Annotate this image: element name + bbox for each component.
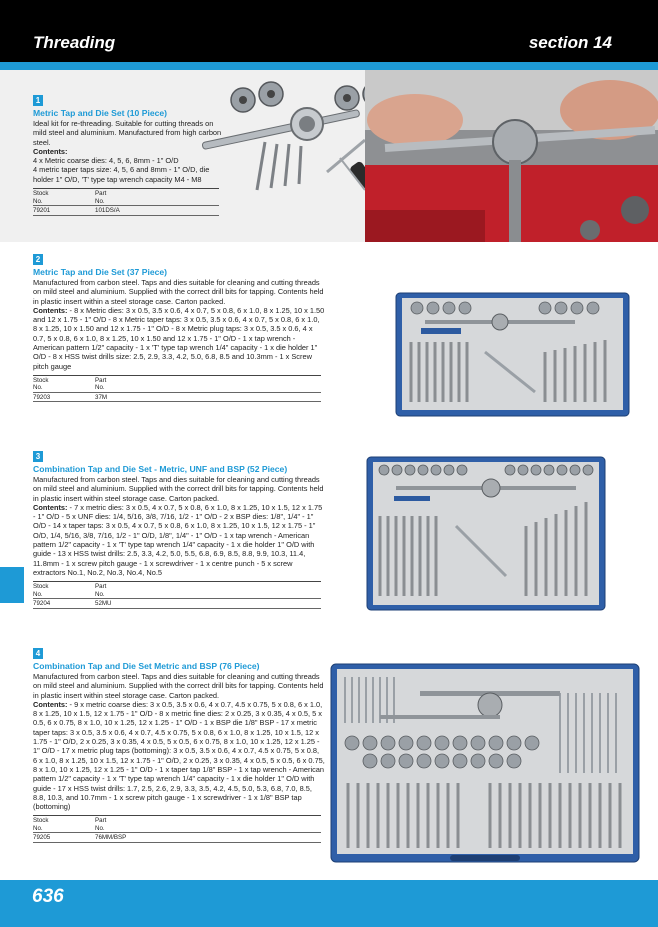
product-1-usage-photo (365, 70, 658, 242)
product-3-image (366, 456, 606, 611)
product-2-title: Metric Tap and Die Set (37 Piece) (33, 267, 168, 277)
product-2 (33, 254, 325, 402)
product-4-contents-label: Contents: (33, 699, 68, 709)
product-2-stock-table (33, 375, 321, 403)
header-accent-stripe (0, 62, 658, 70)
stock-no-header: Stock No. (33, 816, 95, 833)
page-footer (0, 880, 658, 927)
product-2-part-no: 37M (95, 392, 321, 402)
product-1-title: Metric Tap and Die Set (10 Piece) (33, 108, 168, 118)
product-1-contents-line-1: 4 x Metric coarse dies: 4, 5, 6, 8mm - 1" O/D (33, 156, 179, 166)
product-4-stock-no: 79205 (33, 833, 95, 843)
product-4 (33, 648, 325, 843)
product-4-contents: - 9 x metric coarse dies: 3 x 0.5, 3.5 x 0.6, 4 x 0.7, 4.5 x 0.75, 5 x 0.8, 6 x 1.0, 8 x 1.25, 10 x 1.5, 12 x 1.75 - 1" O/D - 8 x metric fine dies: 2 x 0.25, 3 x 0.35, 4 x 0.5, 5 x 0.5, 6 x 0.75, 8 x 1.0, 10 x 1.25, 12 x 1.25 - 1" O/D - 1 x BSP die 1/8" BSP - 17 x metric taper taps: 3 x 0.5, 3.5 x 0.6, 4 x 0.7, 4.5 x 0.75, 5 x 0.8, 6 x 1.0, 8 x 1.25, 10 x 1.5, 12 x 1.75 - 1" O/D, 2 x 0.25, 3 x 0.35, 4 x 0.5, 5 x 0.5, 6 x 0.75, 8 x 1.0, 10 x 1.25, 12 x 1.25 - 1" O/D - 17 x metric plug taps (bottoming): 3 x 0.5, 3.5 x 0.6, 4 x 0.7, 4.5 x 0.75, 5 x 0.8, 6 x 1.0, 8 x 1.25, 10 x 1.5, 12 x 1.75 - 1" O/D, 2 x 0.25, 3 x 0.35, 4 x 0.5, 5 x 0.5, 6 x 0.75, 8 x 1.0, 10 x 1.25, 12 x 1.25 - 1" O/D - 1 x taper tap 1/8" BSP - 1 x tap wrench - American pattern 1/2" capacity - 1 x 'T' type tap wrench 1/4" capacity - 1 x die holder 1" O/D with guide - 17 x HSS twist drills: 1.7, 2.5, 2.6, 2.9, 3.3, 3.5, 4.2, 4.5, 5.0, 5.3, 6.8, 7.0, 8.5, 8.8, 10.3, and 10.7mm - 1 x screw pitch gauge - 1 x screwdriver - 1 x 1/8" BSP tap (bottoming) (33, 699, 325, 812)
product-4-number-badge: 4 (33, 648, 43, 659)
product-1-description: Ideal kit for re-threading. Suitable for cutting threads on mild steel and aluminium. Manufactured from high carbon steel. (33, 119, 222, 147)
stock-no-header: Stock No. (33, 582, 95, 599)
product-1-stock-table (33, 188, 219, 216)
product-2-number-badge: 2 (33, 254, 43, 265)
product-1-part-no: 101DS/A (95, 206, 219, 216)
product-4-description: Manufactured from carbon steel. Taps and dies suitable for cleaning and cutting threads on mild steel and aluminium. Supplied with the correct drill bits for tapping. Contents held in plastic insert within steel storage case. Carton packed. (33, 672, 324, 700)
product-3-description: Manufactured from carbon steel. Taps and dies suitable for cleaning and cutting threads on mild steel and aluminium. Supplied with the correct drill bits for tapping. Contents held in plastic insert within steel storage case. Carton packed. (33, 475, 324, 503)
product-1-number-badge: 1 (33, 95, 43, 106)
section-side-tab (0, 567, 24, 603)
part-no-header: Part No. (95, 816, 321, 833)
part-no-header: Part No. (95, 375, 321, 392)
page-number: 636 (32, 886, 64, 907)
product-3-number-badge: 3 (33, 451, 43, 462)
product-4-image (330, 663, 640, 863)
product-4-stock-table (33, 815, 321, 843)
part-no-header: Part No. (95, 189, 219, 206)
part-no-header: Part No. (95, 582, 321, 599)
product-3-part-no: 52MU (95, 599, 321, 609)
product-2-contents-label: Contents: (33, 305, 68, 315)
page-title: Threading (33, 33, 116, 52)
stock-no-header: Stock No. (33, 189, 95, 206)
section-label: section 14 (528, 33, 612, 52)
product-2-description: Manufactured from carbon steel. Taps and dies suitable for cleaning and cutting threads on mild steel and aluminium. Supplied with the correct drill bits for tapping. Contents held in plastic insert within a steel storage case. Carton packed. (33, 278, 324, 306)
product-2-stock-no: 79203 (33, 392, 95, 402)
product-1 (33, 95, 223, 216)
product-2-image (395, 292, 630, 417)
product-1-contents-line-2: 4 metric taper taps size: 4, 5, 6 and 8mm - 1" O/D, die holder 1" O/D, 'T' type tap wrench capacity M4 - M8 (33, 165, 210, 184)
product-3-title: Combination Tap and Die Set - Metric, UNF and BSP (52 Piece) (33, 464, 288, 474)
product-1-contents-label: Contents: (33, 146, 68, 156)
product-2-contents: - 8 x Metric dies: 3 x 0.5, 3.5 x 0.6, 4 x 0.7, 5 x 0.8, 6 x 1.0, 8 x 1.25, 10 x 1.50 and 12 x 1.75 - 1" O/D - 8 x Metric taper taps: 3 x 0.5, 3.5 x 0.6, 4 x 0.7, 5 x 0.8, 6 x 1.0, 8 x 1.25, 10 x 1.50 and 12 x 1.75 - 1" O/D - 8 x Metric plug taps: 3 x 0.5, 3.5 x 0.6, 4 x 0.7, 5 x 0.8, 6 x 1.0, 8 x 1.25, 10 x 1.50 and 12 x 1.75 - 1" O/D - 1 x tap wrench - American pattern 1/2" capacity - 1 x 'T' type tap wrench 1/4" capacity - 1 x die holder 1" O/D - 8 x HSS twist drills size: 2.5, 2.9, 3.3, 4.2, 5.0, 6.8, 8.5 and 10.3mm - 1 x Screw pitch gauge (33, 305, 325, 371)
product-3 (33, 451, 325, 609)
product-3-stock-no: 79204 (33, 599, 95, 609)
product-1-stock-no: 79201 (33, 206, 95, 216)
product-3-contents: - 7 x metric dies: 3 x 0.5, 4 x 0.7, 5 x 0.8, 6 x 1.0, 8 x 1.25, 10 x 1.5, 12 x 1.75 - 1" O/D - 5 x UNF dies: 1/4, 5/16, 3/8, 7/16, 1/2 - 1" O/D - 2 x BSP dies: 1/8", 1/4" - 1" O/D - 14 x taper taps: 3 x 0.5, 4 x 0.7, 5 x 0.8, 6 x 1.0, 8 x 1.25, 10 x 1.5, 12 x 1.75 - 1" O/D, 1/4, 5/16, 3/8, 7/16, 1/2 - 1" O/D, 1/8", 1/4" - 1" O/D - 1 x tap wrench - American pattern 1/2" capacity - 1 x 'T' type tap wrench 1/4" capacity - 1 x die holder 1" O/D with guide - 13 x HSS twist drills: 2.5, 3.3, 4.2, 5.0, 5.5, 6.8, 6.9, 8.5, 8.8, 9.9, 10.3, 11.4, 11.8mm - 1 x screw pitch gauge - 1 x screwdriver - 1 x centre punch - 5 x screw extractors No.1, No.2, No.3, No.4, No.5 (33, 502, 323, 577)
product-4-title: Combination Tap and Die Set Metric and BSP (76 Piece) (33, 661, 260, 671)
product-3-stock-table (33, 581, 321, 609)
stock-no-header: Stock No. (33, 375, 95, 392)
product-4-part-no: 76MM/BSP (95, 833, 321, 843)
product-3-contents-label: Contents: (33, 502, 68, 512)
